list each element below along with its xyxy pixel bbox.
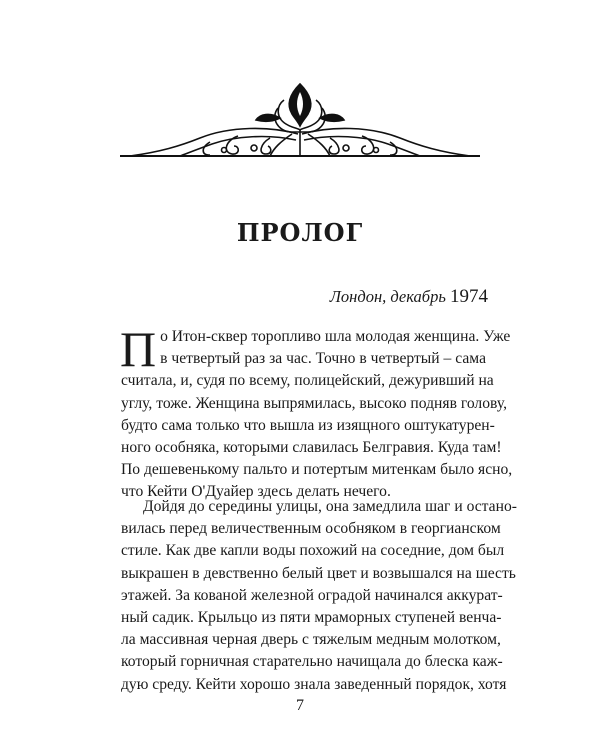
place-text: Лондон, декабрь xyxy=(329,287,446,306)
text-line: что Кейти О'Дуайер здесь делать нечего. xyxy=(121,483,391,501)
text-line: углу, тоже. Женщина выпрямилась, высоко подняв голову, xyxy=(121,394,507,412)
text-line: ного особняка, которыми славилась Белгравия. Куда там! xyxy=(121,438,502,456)
chapter-title: ПРОЛОГ xyxy=(236,218,364,247)
text-line: считала, и, судя по всему, полицейский, дежуривший на xyxy=(121,372,494,390)
text-line: дую среду. Кейти хорошо знала заведенный порядок, хотя xyxy=(121,675,507,693)
text-line: ла массивная черная дверь с тяжелым медным молотком, xyxy=(121,631,501,649)
paragraph-1 xyxy=(120,321,513,504)
place-date-line xyxy=(330,286,488,308)
drop-cap: П xyxy=(120,321,157,377)
paragraph-2 xyxy=(121,496,517,696)
text-line: выкрашен в девственно белый цвет и возвышался на шесть xyxy=(121,564,516,582)
text-line: стиле. Как две капли воды похожий на соседние, дом был xyxy=(121,542,505,560)
text-line: о Итон-сквер торопливо шла молодая женщина. Уже xyxy=(160,328,511,345)
place-year: 1974 xyxy=(450,286,488,307)
text-line: который горничная старательно начищала до блеска каж- xyxy=(121,653,503,671)
page-number: 7 xyxy=(296,697,304,714)
decorative-ornament-icon xyxy=(120,78,480,160)
text-line: Дойдя до середины улицы, она замедлила шаг и остано- xyxy=(143,498,517,515)
text-line: этажей. За кованой железной оградой начинался аккурат- xyxy=(121,586,503,604)
text-line: вилась перед величественным особняком в георгианском xyxy=(121,520,501,538)
text-line: будто сама только что вышла из изящного оштукатурен- xyxy=(121,416,495,434)
text-line: в четвертый раз за час. Точно в четвертый – сама xyxy=(160,350,486,368)
text-line: ный садик. Крыльцо из пяти мраморных ступеней венча- xyxy=(121,608,502,626)
text-line: По дешевенькому пальто и потертым митенкам было ясно, xyxy=(121,461,513,479)
